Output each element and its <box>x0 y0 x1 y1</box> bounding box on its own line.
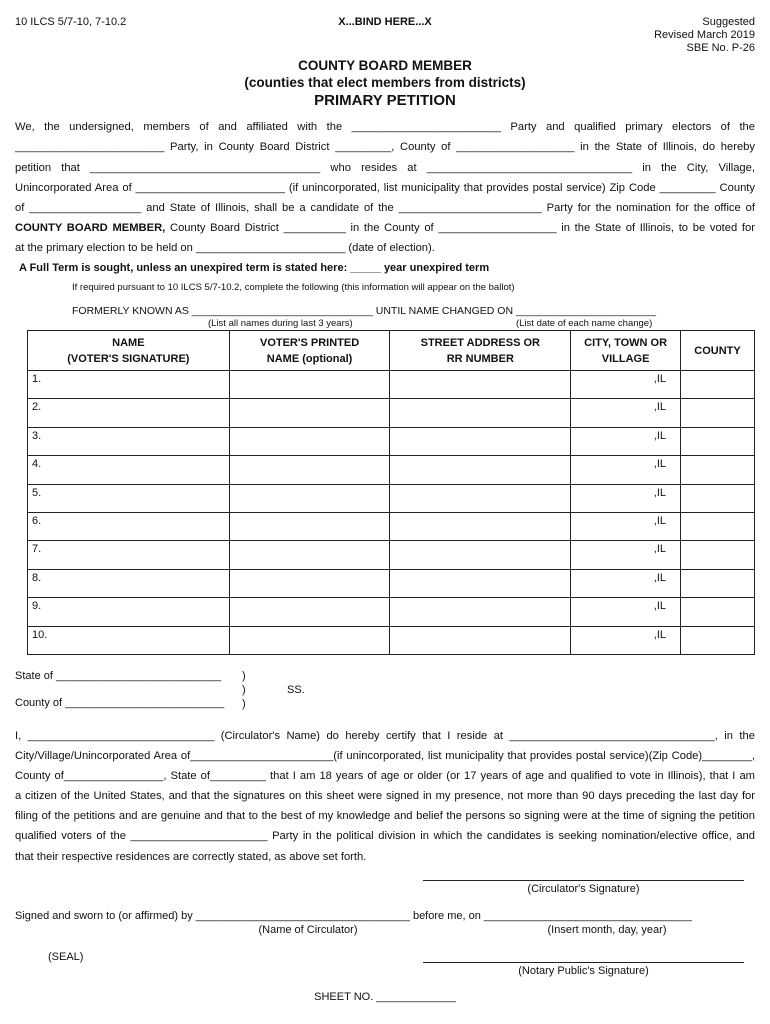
city-cell[interactable]: ,IL <box>571 427 681 455</box>
header-name <box>28 331 230 371</box>
header-street-line1: STREET ADDRESS OR <box>420 336 540 349</box>
table-row <box>28 371 755 399</box>
form-info <box>654 16 755 55</box>
signature-cell[interactable]: 8. <box>28 569 230 597</box>
list-names-caption: (List all names during last 3 years) <box>208 318 353 329</box>
street-address-cell[interactable] <box>390 399 571 427</box>
city-cell[interactable]: ,IL <box>571 541 681 569</box>
header-printed-line2: NAME (optional) <box>266 352 353 365</box>
table-row <box>28 541 755 569</box>
cert-line-6: qualified voters of the ______________________ Party in the political division in which the candidates is seeking nomination/elective office, and <box>15 830 755 842</box>
city-cell[interactable]: ,IL <box>571 598 681 626</box>
petition-line-1: We, the undersigned, members of and affiliated with the ________________________ Party and qualified primary electors of the <box>15 121 755 133</box>
venue-paren-3: ) <box>242 698 246 710</box>
form-subtitle: (counties that elect members from districts) <box>244 75 526 90</box>
form-title: COUNTY BOARD MEMBER <box>298 58 472 73</box>
table-row <box>28 569 755 597</box>
formerly-known-as-line: FORMERLY KNOWN AS _______________________________ UNTIL NAME CHANGED ON ________________________ <box>72 305 657 317</box>
circulator-signature-line <box>423 880 744 881</box>
header-city-line2: VILLAGE <box>601 352 650 365</box>
petition-line-6-rest: County Board District __________ in the County of ___________________ in the State of Illinois, to be voted for <box>165 222 755 234</box>
street-address-cell[interactable] <box>390 569 571 597</box>
petition-line-6 <box>15 222 755 234</box>
seal-label: (SEAL) <box>48 951 84 963</box>
street-address-cell[interactable] <box>390 427 571 455</box>
printed-name-cell[interactable] <box>229 399 390 427</box>
signature-cell[interactable]: 10. <box>28 626 230 654</box>
printed-name-cell[interactable] <box>229 484 390 512</box>
circulator-signature-caption: (Circulator's Signature) <box>527 883 640 895</box>
cert-line-3: County of________________, State of_________ that I am 18 years of age or older (or 17 years of age and qualified to vote in Illinois), that I am <box>15 770 755 782</box>
venue-paren-2: ) <box>242 684 246 696</box>
cert-line-5: filing of the petitions and are genuine and that to the best of my knowledge and belief the persons so signing were at the time of signing the petition <box>15 810 755 822</box>
cert-line-7: that their respective residences are correctly stated, as above set forth. <box>15 851 367 863</box>
street-address-cell[interactable] <box>390 541 571 569</box>
cert-line-2: City/Village/Unincorporated Area of_______________________(if unincorporated, list municipality that provides postal service)(Zip Code)________, <box>15 750 755 762</box>
venue-county: County of __________________________ <box>15 697 225 709</box>
cert-line-1: I, ______________________________ (Circulator's Name) do hereby certify that I reside at _________________________________, in the <box>15 730 755 742</box>
notary-signature-line <box>423 962 744 963</box>
city-cell[interactable]: ,IL <box>571 512 681 540</box>
city-cell[interactable]: ,IL <box>571 399 681 427</box>
county-cell[interactable] <box>681 541 755 569</box>
name-of-circulator-caption: (Name of Circulator) <box>258 924 358 936</box>
revision-date: Revised March 2019 <box>654 29 755 41</box>
petition-line-2: ________________________ Party, in County Board District _________, County of ___________________ in the State of Illinois, do hereby <box>15 141 755 153</box>
table-row <box>28 427 755 455</box>
printed-name-cell[interactable] <box>229 626 390 654</box>
cert-line-4: a citizen of the United States, and that the signatures on this sheet were signed in my presence, not more than 90 days preceding the last day for <box>15 790 755 802</box>
signature-cell[interactable]: 2. <box>28 399 230 427</box>
street-address-cell[interactable] <box>390 456 571 484</box>
printed-name-cell[interactable] <box>229 456 390 484</box>
signature-cell[interactable]: 5. <box>28 484 230 512</box>
printed-name-cell[interactable] <box>229 598 390 626</box>
table-header-row <box>28 331 755 371</box>
signature-cell[interactable]: 9. <box>28 598 230 626</box>
printed-name-cell[interactable] <box>229 427 390 455</box>
signature-cell[interactable]: 3. <box>28 427 230 455</box>
header-street-line2: RR NUMBER <box>446 352 514 365</box>
table-row <box>28 512 755 540</box>
full-term-statement: A Full Term is sought, unless an unexpired term is stated here: _____ year unexpired term <box>19 262 490 274</box>
signature-cell[interactable]: 4. <box>28 456 230 484</box>
form-number: SBE No. P-26 <box>686 42 755 54</box>
table-row <box>28 484 755 512</box>
city-cell[interactable]: ,IL <box>571 569 681 597</box>
table-row <box>28 399 755 427</box>
signature-table <box>27 330 755 655</box>
street-address-cell[interactable] <box>390 371 571 399</box>
city-cell[interactable]: ,IL <box>571 371 681 399</box>
county-cell[interactable] <box>681 399 755 427</box>
county-cell[interactable] <box>681 512 755 540</box>
bind-here-marker: X...BIND HERE...X <box>338 16 432 28</box>
petition-type: PRIMARY PETITION <box>314 92 456 109</box>
venue-ss: SS. <box>287 684 305 696</box>
insert-date-caption: (Insert month, day, year) <box>547 924 667 936</box>
county-cell[interactable] <box>681 484 755 512</box>
county-cell[interactable] <box>681 598 755 626</box>
header-name-line2: (VOTER'S SIGNATURE) <box>67 352 190 365</box>
table-row <box>28 598 755 626</box>
list-dates-caption: (List date of each name change) <box>516 318 653 329</box>
street-address-cell[interactable] <box>390 626 571 654</box>
table-row <box>28 626 755 654</box>
street-address-cell[interactable] <box>390 512 571 540</box>
printed-name-cell[interactable] <box>229 512 390 540</box>
sheet-number: SHEET NO. _____________ <box>314 991 456 1003</box>
petition-line-5: of __________________ and State of Illinois, shall be a candidate of the _______________________ Party for the nomination for the office of <box>15 202 755 214</box>
office-name: COUNTY BOARD MEMBER, <box>15 222 166 234</box>
required-note: If required pursuant to 10 ILCS 5/7-10.2, complete the following (this information will appear on the ballot) <box>72 282 515 293</box>
city-cell[interactable]: ,IL <box>571 626 681 654</box>
printed-name-cell[interactable] <box>229 371 390 399</box>
street-address-cell[interactable] <box>390 484 571 512</box>
petition-line-3: petition that _____________________________________ who resides at _________________________________ in the City, Village, <box>15 162 755 174</box>
header-name-line1: NAME <box>112 336 145 349</box>
statute-citation: 10 ILCS 5/7-10, 7-10.2 <box>15 16 127 28</box>
notary-signature-caption: (Notary Public's Signature) <box>518 965 649 977</box>
city-cell[interactable]: ,IL <box>571 456 681 484</box>
venue-paren-1: ) <box>242 670 246 682</box>
table-row <box>28 456 755 484</box>
county-cell[interactable] <box>681 626 755 654</box>
suggested-label: Suggested <box>702 16 755 28</box>
signature-cell[interactable]: 7. <box>28 541 230 569</box>
county-cell[interactable] <box>681 371 755 399</box>
header-city-line1: CITY, TOWN OR <box>584 336 668 349</box>
signature-cell[interactable]: 6. <box>28 512 230 540</box>
header-county: COUNTY <box>681 331 755 371</box>
county-cell[interactable] <box>681 456 755 484</box>
petition-line-4: Unincorporated Area of ________________________ (if unincorporated, list municipality that provides postal service) Zip Code _________ County <box>15 182 755 194</box>
header-printed-name <box>229 331 390 371</box>
signature-cell[interactable]: 1. <box>28 371 230 399</box>
printed-name-cell[interactable] <box>229 541 390 569</box>
header-printed-line1: VOTER'S PRINTED <box>259 336 360 349</box>
county-cell[interactable] <box>681 569 755 597</box>
venue-state: State of ___________________________ <box>15 670 222 682</box>
street-address-cell[interactable] <box>390 598 571 626</box>
header-street <box>390 331 571 371</box>
county-cell[interactable] <box>681 427 755 455</box>
petition-line-7: at the primary election to be held on ________________________ (date of election). <box>15 242 435 254</box>
printed-name-cell[interactable] <box>229 569 390 597</box>
city-cell[interactable]: ,IL <box>571 484 681 512</box>
header-city <box>571 331 681 371</box>
signed-sworn-line: Signed and sworn to (or affirmed) by ___________________________________ before me, on __________________________________ <box>15 910 692 922</box>
